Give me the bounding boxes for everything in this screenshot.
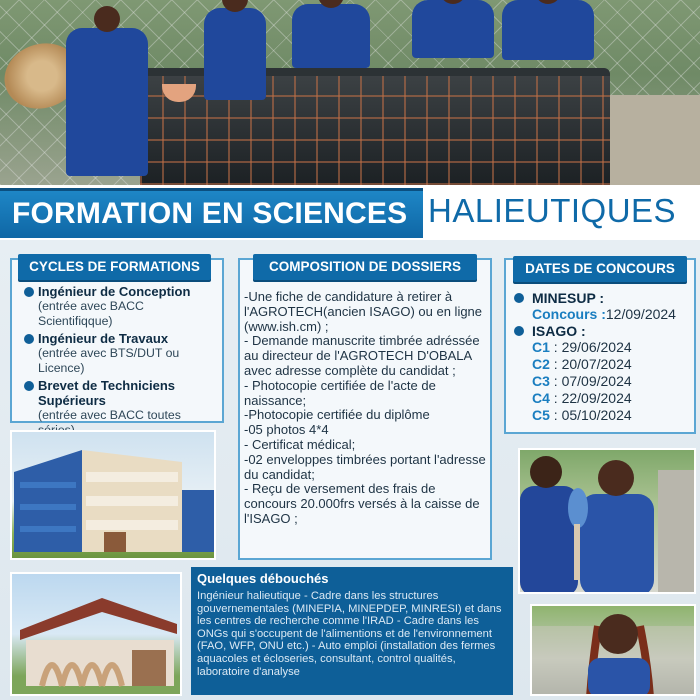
dossier-line: - Photocopie certifiée de l'acte de naissance; [244,377,436,408]
session-date: : 20/07/2024 [553,356,632,372]
debouches-text: Ingénieur halieutique - Cadre dans les structures gouvernementales (MINEPIA, MINEPDEP, MINRESI) et dans les centres de recherche comme l'IRAD - Cadre dans les ONGs qui s'occupent de l'alimentions et de l'environnement (FAO, WFP, ONU etc.) - Auto emploi (installation des fermes aquacoles et écloseries, consultant, control qualités, laboratoire d'analyse [197,590,502,678]
cycle-sub: (entrée avec BACC toutes [38,408,181,422]
student-figure [292,4,370,68]
session-row [514,390,694,407]
session-date: : 29/06/2024 [553,339,632,355]
session-row [514,407,694,424]
session-row [514,373,694,390]
student-photo [530,604,696,696]
dossiers-list [244,290,490,527]
dates-list [514,290,694,424]
cycle-item [24,378,220,437]
title-left-banner [0,188,423,238]
minesup-label [514,290,694,306]
session-code: C4 [532,390,550,406]
cycles-heading: CYCLES DE FORMATIONS [18,254,211,280]
session-date: : 05/10/2024 [553,407,632,423]
session-row [514,339,694,356]
debouches-heading: Quelques débouchés [197,571,329,586]
building-illustration [12,574,182,696]
isago-label [514,323,694,339]
dossier-line: -Une fiche de candidature à retirer à l'AGROTECH(ancien ISAGO) ou en ligne (www.ish.cm) ; [244,289,483,334]
title-left-text: FORMATION EN SCIENCES [12,197,408,230]
cycle-title: Ingénieur de Travaux [38,331,169,346]
session-code: C2 [532,356,550,372]
minesup-text: MINESUP : [532,290,605,306]
cycle-sub: (entrée avec BTS/DUT ou Licence) [38,346,180,375]
student-figure [204,8,266,100]
concours-row [514,306,694,323]
student-illustration [532,606,696,696]
dates-heading: DATES DE CONCOURS [513,256,687,282]
cycle-title: Brevet de Techniciens Supérieurs [38,378,176,408]
bullet-icon [24,287,34,297]
session-row [514,356,694,373]
debouches-box [191,567,513,695]
dossier-line: -05 photos 4*4 [244,422,329,438]
student-figure [66,28,148,176]
dossier-line: - Reçu de versement des frais de concours 20.000frs versés à la caisse de l'ISAGO ; [244,481,480,526]
session-code: C1 [532,339,550,355]
student-figure [502,0,594,60]
bullet-icon [24,381,34,391]
cycle-item [24,284,220,328]
dossier-line: -02 enveloppes timbrées portant l'adresse du candidat; [244,451,486,482]
session-date: : 22/09/2024 [553,390,632,406]
bullet-icon [514,326,524,336]
session-code: C3 [532,373,550,389]
cycle-title: Ingénieur de Conception [38,284,191,299]
isago-text: ISAGO : [532,323,586,339]
dossiers-heading: COMPOSITION DE DOSSIERS [253,254,477,280]
students-photo [518,448,696,594]
building-photo [10,572,182,696]
building-photo [10,430,216,560]
session-date: : 07/09/2024 [553,373,632,389]
cycle-item [24,331,220,375]
student-figure [412,0,494,58]
dossier-line: - Certificat médical; [244,436,356,452]
students-illustration [520,450,696,594]
concours-label: Concours : [532,306,606,322]
bullet-icon [24,334,34,344]
building-illustration [12,432,216,560]
cycles-list [24,284,220,440]
concours-date: 12/09/2024 [605,306,676,322]
dossier-line: -Photocopie certifiée du diplôme [244,407,430,423]
cycle-sub: (entrée avec BACC Scientifiqque) [38,299,144,328]
session-code: C5 [532,407,550,423]
hero-photo [0,0,700,185]
bullet-icon [514,293,524,303]
dossier-line: - Demande manuscrite timbrée adréssée au directeur de l'AGROTECH D'OBALA avec adresse complète du candidat ; [244,333,480,378]
title-right-text: HALIEUTIQUES [428,192,677,229]
